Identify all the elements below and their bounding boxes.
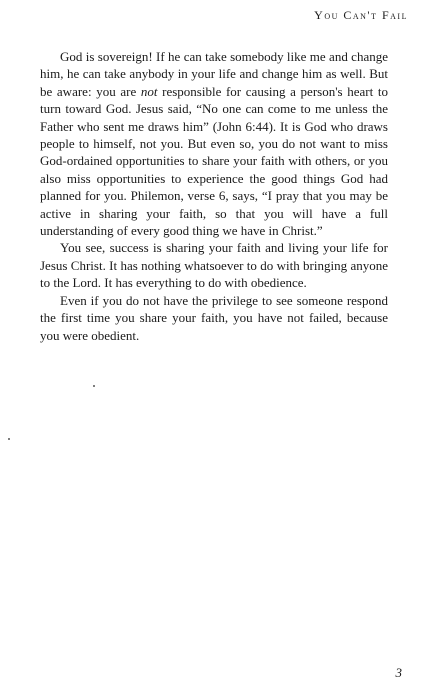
page-number: 3 <box>395 665 402 680</box>
paragraph-1-part-2: responsible for causing a person's heart to turn toward God. Jesus said, “No one can come to me unless the Father who sent me draws him” (John 6:44). It is God who draws people to himself, not you. But even so, you do not want to miss God-ordained opportunities to share your faith with others, or you also miss opportunities to experience the good things God had planned for you. Philemon, verse 6, says, “I pray that you may be active in sharing your faith, so that you will have a full understanding of every good thing we have in Christ.” <box>40 83 388 239</box>
paragraph-1-part-1: God is sovereign! If he can take somebody like me and change him, he can take anybody in your life and change him as well. But be aware: you are <box>40 49 388 99</box>
scan-speck <box>8 438 10 440</box>
paragraph-3: Even if you do not have the privilege to see someone respond the first time you share your faith, you have not failed, because you were obedient. <box>40 292 388 343</box>
body-text <box>40 48 388 344</box>
paragraph-1 <box>40 48 388 239</box>
paragraph-2: You see, success is sharing your faith and living your life for Jesus Christ. It has nothing whatsoever to do with bringing anyone to the Lord. It has everything to do with obedience. <box>40 240 388 291</box>
emphasis-not: not <box>140 83 158 99</box>
scan-speck <box>93 385 95 387</box>
running-head: You Can't Fail <box>314 8 408 22</box>
